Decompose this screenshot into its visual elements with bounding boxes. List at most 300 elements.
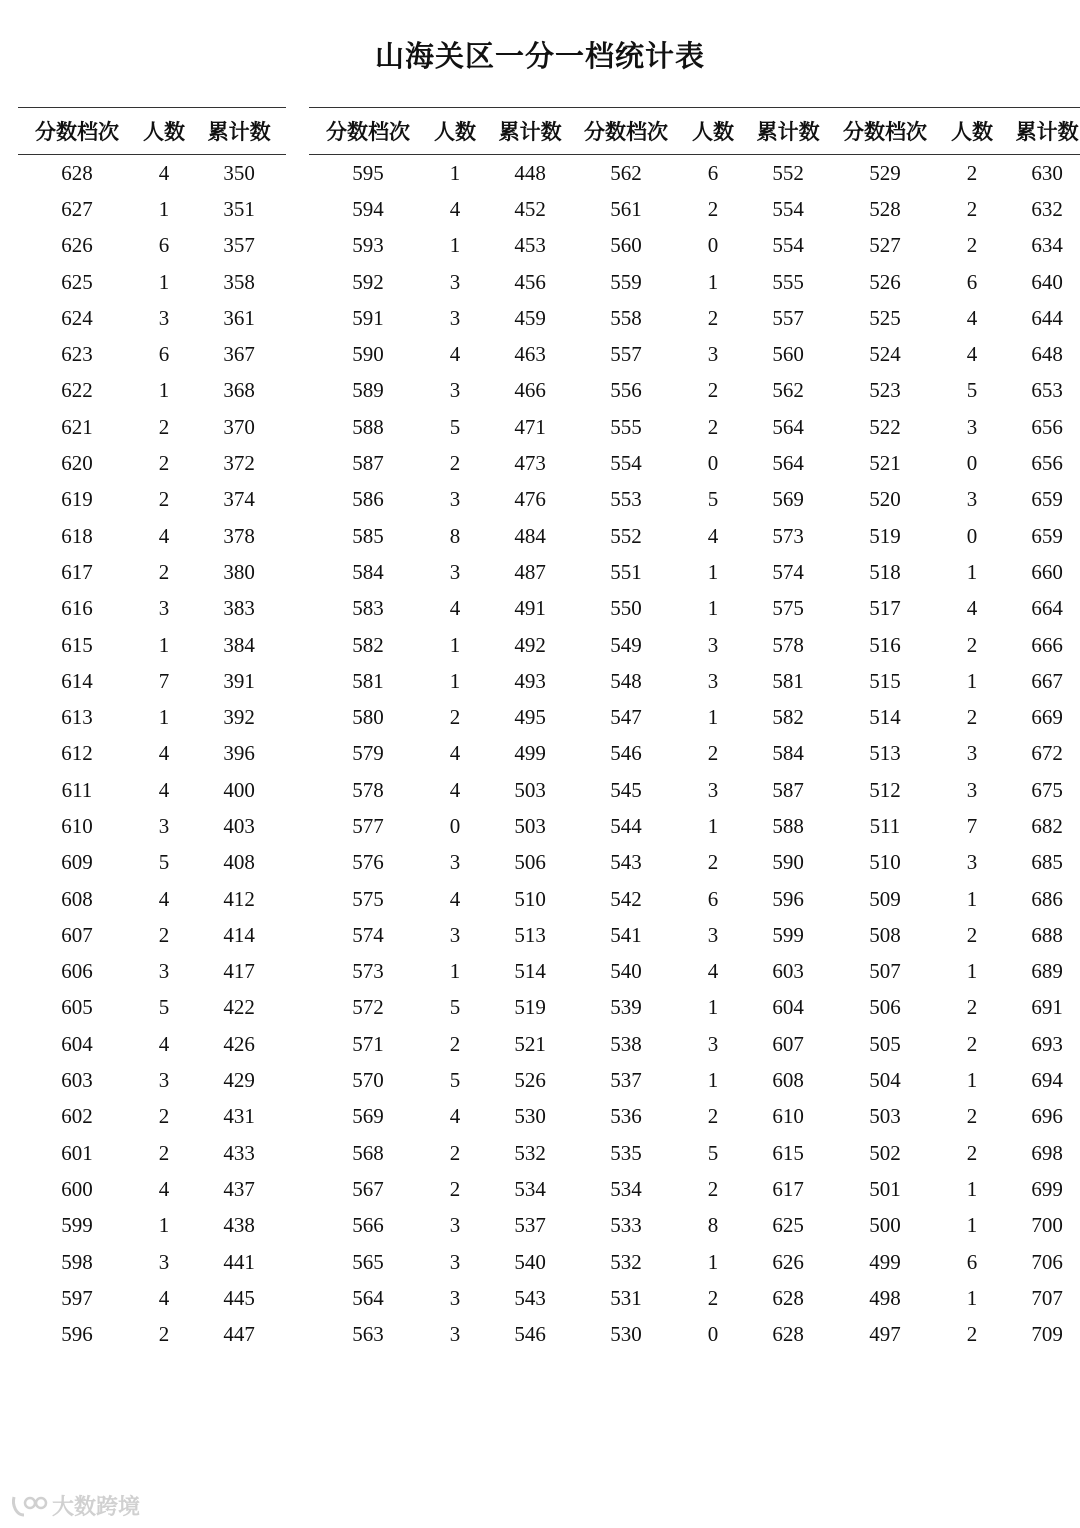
table-row [309, 1135, 577, 1171]
table-row [309, 518, 577, 554]
count-cell: 4 [449, 596, 461, 621]
cumulative-cell: 669 [1031, 705, 1063, 730]
header-row [309, 108, 577, 155]
cumulative-cell: 653 [1031, 378, 1063, 403]
score-cell: 597 [61, 1285, 93, 1310]
score-cell: 569 [352, 1104, 384, 1129]
cumulative-cell: 487 [514, 559, 546, 584]
table-row [18, 808, 286, 844]
cumulative-cell: 682 [1031, 813, 1063, 838]
score-cell: 534 [610, 1176, 642, 1201]
count-cell: 4 [707, 523, 719, 548]
count-cell: 2 [966, 1322, 978, 1347]
table-row [826, 228, 1080, 264]
table-row [18, 336, 286, 372]
count-cell: 3 [158, 1068, 170, 1093]
cumulative-cell: 392 [223, 705, 255, 730]
count-cell: 3 [966, 777, 978, 802]
cumulative-cell: 361 [223, 305, 255, 330]
count-cell: 2 [707, 196, 719, 221]
cumulative-cell: 664 [1031, 596, 1063, 621]
score-cell: 546 [610, 741, 642, 766]
score-cell: 610 [61, 813, 93, 838]
count-cell: 2 [158, 1104, 170, 1129]
table-row [18, 736, 286, 772]
score-table [309, 107, 577, 1353]
cumulative-cell: 582 [772, 705, 804, 730]
cumulative-cell: 632 [1031, 196, 1063, 221]
cumulative-cell: 456 [514, 269, 546, 294]
cumulative-cell: 588 [772, 813, 804, 838]
cumulative-cell: 503 [514, 777, 546, 802]
cumulative-cell: 666 [1031, 632, 1063, 657]
score-cell: 552 [610, 523, 642, 548]
count-cell: 6 [158, 233, 170, 258]
table-row [826, 772, 1080, 808]
count-cell: 3 [449, 1322, 461, 1347]
cumulative-cell: 540 [514, 1249, 546, 1274]
cumulative-cell: 514 [514, 959, 546, 984]
count-cell: 1 [707, 1068, 719, 1093]
score-cell: 613 [61, 705, 93, 730]
cumulative-cell: 640 [1031, 269, 1063, 294]
score-cell: 626 [61, 233, 93, 258]
table-row [826, 1208, 1080, 1244]
count-cell: 4 [158, 741, 170, 766]
score-cell: 583 [352, 596, 384, 621]
cumulative-cell: 607 [772, 1031, 804, 1056]
table-row [309, 1244, 577, 1280]
score-cell: 512 [869, 777, 901, 802]
cumulative-cell: 422 [223, 995, 255, 1020]
score-cell: 536 [610, 1104, 642, 1129]
table-row [309, 482, 577, 518]
table-row [309, 699, 577, 735]
score-cell: 585 [352, 523, 384, 548]
count-cell: 2 [158, 559, 170, 584]
score-cell: 503 [869, 1104, 901, 1129]
cumulative-cell: 492 [514, 632, 546, 657]
cumulative-cell: 368 [223, 378, 255, 403]
count-cell: 2 [966, 995, 978, 1020]
score-cell: 607 [61, 922, 93, 947]
table-row [309, 627, 577, 663]
score-cell: 601 [61, 1140, 93, 1165]
table-row [18, 228, 286, 264]
count-cell: 4 [158, 777, 170, 802]
score-cell: 501 [869, 1176, 901, 1201]
score-cell: 582 [352, 632, 384, 657]
table-row [567, 990, 835, 1026]
count-cell: 1 [158, 1213, 170, 1238]
count-cell: 0 [966, 523, 978, 548]
count-cell: 3 [707, 668, 719, 693]
score-cell: 543 [610, 850, 642, 875]
table-row [567, 627, 835, 663]
count-cell: 2 [707, 1104, 719, 1129]
score-cell: 541 [610, 922, 642, 947]
score-cell: 592 [352, 269, 384, 294]
table-row [18, 845, 286, 881]
cumulative-cell: 667 [1031, 668, 1063, 693]
count-cell: 2 [449, 1031, 461, 1056]
table-row [18, 300, 286, 336]
table-row [567, 373, 835, 409]
table-row [826, 1099, 1080, 1135]
count-cell: 5 [158, 850, 170, 875]
count-cell: 4 [158, 1285, 170, 1310]
cumulative-cell: 350 [223, 160, 255, 185]
cumulative-cell: 351 [223, 196, 255, 221]
table-row [567, 1099, 835, 1135]
cumulative-cell: 555 [772, 269, 804, 294]
cumulative-cell: 675 [1031, 777, 1063, 802]
table-row [18, 264, 286, 300]
count-cell: 6 [966, 269, 978, 294]
table-row [826, 1317, 1080, 1353]
cumulative-cell: 367 [223, 342, 255, 367]
table-row [567, 518, 835, 554]
table-row [567, 699, 835, 735]
score-cell: 600 [61, 1176, 93, 1201]
score-cell: 609 [61, 850, 93, 875]
table-row [826, 373, 1080, 409]
cumulative-cell: 581 [772, 668, 804, 693]
score-table [18, 107, 286, 1353]
count-cell: 4 [449, 886, 461, 911]
cumulative-cell: 417 [223, 959, 255, 984]
table-row [567, 155, 835, 192]
score-cell: 568 [352, 1140, 384, 1165]
cumulative-cell: 380 [223, 559, 255, 584]
count-cell: 4 [966, 596, 978, 621]
count-cell: 3 [449, 487, 461, 512]
count-cell: 1 [966, 1285, 978, 1310]
count-cell: 7 [158, 668, 170, 693]
score-cell: 561 [610, 196, 642, 221]
count-cell: 4 [449, 342, 461, 367]
count-cell: 2 [966, 160, 978, 185]
cumulative-cell: 628 [772, 1322, 804, 1347]
score-cell: 567 [352, 1176, 384, 1201]
cumulative-cell: 530 [514, 1104, 546, 1129]
score-table-1 [18, 107, 286, 1353]
cumulative-cell: 575 [772, 596, 804, 621]
cumulative-cell: 491 [514, 596, 546, 621]
count-cell: 2 [707, 1176, 719, 1201]
count-cell: 3 [449, 559, 461, 584]
count-cell: 2 [707, 850, 719, 875]
cumulative-cell: 495 [514, 705, 546, 730]
count-cell: 1 [966, 1176, 978, 1201]
table-row [567, 1171, 835, 1207]
score-cell: 623 [61, 342, 93, 367]
cumulative-cell: 543 [514, 1285, 546, 1310]
table-row [309, 808, 577, 844]
score-cell: 500 [869, 1213, 901, 1238]
score-cell: 615 [61, 632, 93, 657]
count-cell: 5 [707, 1140, 719, 1165]
table-row [826, 155, 1080, 192]
table-row [309, 990, 577, 1026]
score-table-3 [567, 107, 835, 1353]
header-count: 人数 [685, 108, 741, 155]
cumulative-cell: 370 [223, 414, 255, 439]
table-row [567, 845, 835, 881]
count-cell: 2 [158, 922, 170, 947]
count-cell: 2 [449, 451, 461, 476]
count-cell: 3 [966, 741, 978, 766]
count-cell: 4 [966, 305, 978, 330]
score-cell: 612 [61, 741, 93, 766]
cumulative-cell: 603 [772, 959, 804, 984]
count-cell: 2 [966, 705, 978, 730]
count-cell: 4 [449, 777, 461, 802]
table-row [18, 1026, 286, 1062]
cumulative-cell: 431 [223, 1104, 255, 1129]
score-cell: 620 [61, 451, 93, 476]
score-cell: 621 [61, 414, 93, 439]
score-cell: 596 [61, 1322, 93, 1347]
score-table-2 [309, 107, 577, 1353]
score-cell: 578 [352, 777, 384, 802]
score-cell: 505 [869, 1031, 901, 1056]
count-cell: 3 [707, 632, 719, 657]
cumulative-cell: 437 [223, 1176, 255, 1201]
cumulative-cell: 384 [223, 632, 255, 657]
table-row [826, 808, 1080, 844]
count-cell: 1 [966, 559, 978, 584]
table-row [826, 336, 1080, 372]
count-cell: 1 [707, 559, 719, 584]
score-cell: 498 [869, 1285, 901, 1310]
table-row [567, 1244, 835, 1280]
score-cell: 571 [352, 1031, 384, 1056]
table-row [826, 1280, 1080, 1316]
score-cell: 526 [869, 269, 901, 294]
count-cell: 3 [966, 414, 978, 439]
cumulative-cell: 412 [223, 886, 255, 911]
score-cell: 550 [610, 596, 642, 621]
cumulative-cell: 696 [1031, 1104, 1063, 1129]
count-cell: 2 [449, 705, 461, 730]
score-cell: 514 [869, 705, 901, 730]
table-row [309, 554, 577, 590]
score-cell: 560 [610, 233, 642, 258]
cumulative-cell: 493 [514, 668, 546, 693]
table-row [826, 736, 1080, 772]
table-row [826, 518, 1080, 554]
score-cell: 606 [61, 959, 93, 984]
table-row [309, 191, 577, 227]
score-cell: 549 [610, 632, 642, 657]
table-row [826, 409, 1080, 445]
table-row [567, 736, 835, 772]
cumulative-cell: 686 [1031, 886, 1063, 911]
cumulative-cell: 644 [1031, 305, 1063, 330]
count-cell: 1 [966, 668, 978, 693]
score-table [826, 107, 1080, 1353]
count-cell: 3 [158, 1249, 170, 1274]
score-cell: 547 [610, 705, 642, 730]
score-cell: 540 [610, 959, 642, 984]
cumulative-cell: 700 [1031, 1213, 1063, 1238]
score-cell: 544 [610, 813, 642, 838]
score-cell: 531 [610, 1285, 642, 1310]
table-row [18, 627, 286, 663]
table-row [826, 954, 1080, 990]
cumulative-cell: 694 [1031, 1068, 1063, 1093]
table-row [567, 591, 835, 627]
count-cell: 2 [449, 1140, 461, 1165]
score-cell: 587 [352, 451, 384, 476]
cumulative-cell: 685 [1031, 850, 1063, 875]
score-cell: 614 [61, 668, 93, 693]
score-cell: 530 [610, 1322, 642, 1347]
table-row [567, 228, 835, 264]
score-cell: 580 [352, 705, 384, 730]
score-cell: 545 [610, 777, 642, 802]
cumulative-cell: 691 [1031, 995, 1063, 1020]
score-cell: 628 [61, 160, 93, 185]
count-cell: 5 [966, 378, 978, 403]
table-row [18, 990, 286, 1026]
count-cell: 4 [158, 1176, 170, 1201]
table-row [567, 1135, 835, 1171]
score-cell: 539 [610, 995, 642, 1020]
table-row [826, 554, 1080, 590]
table-row [567, 409, 835, 445]
score-cell: 499 [869, 1249, 901, 1274]
table-row [309, 663, 577, 699]
cumulative-cell: 396 [223, 741, 255, 766]
table-row [567, 482, 835, 518]
cumulative-cell: 506 [514, 850, 546, 875]
count-cell: 3 [966, 487, 978, 512]
cumulative-cell: 526 [514, 1068, 546, 1093]
count-cell: 4 [449, 1104, 461, 1129]
count-cell: 2 [158, 414, 170, 439]
table-row [309, 336, 577, 372]
cumulative-cell: 659 [1031, 487, 1063, 512]
score-cell: 599 [61, 1213, 93, 1238]
cumulative-cell: 648 [1031, 342, 1063, 367]
score-table [567, 107, 835, 1353]
cumulative-cell: 656 [1031, 414, 1063, 439]
score-cell: 594 [352, 196, 384, 221]
cumulative-cell: 521 [514, 1031, 546, 1056]
count-cell: 3 [707, 1031, 719, 1056]
score-cell: 532 [610, 1249, 642, 1274]
table-row [18, 663, 286, 699]
table-row [18, 518, 286, 554]
score-cell: 524 [869, 342, 901, 367]
count-cell: 5 [449, 995, 461, 1020]
score-cell: 515 [869, 668, 901, 693]
score-cell: 563 [352, 1322, 384, 1347]
cumulative-cell: 510 [514, 886, 546, 911]
count-cell: 6 [707, 160, 719, 185]
cumulative-cell: 447 [223, 1322, 255, 1347]
count-cell: 3 [449, 1285, 461, 1310]
table-row [567, 772, 835, 808]
header-row [567, 108, 835, 155]
table-row [826, 1135, 1080, 1171]
count-cell: 1 [966, 959, 978, 984]
table-row [18, 1244, 286, 1280]
count-cell: 2 [449, 1176, 461, 1201]
table-row [826, 627, 1080, 663]
table-row [826, 445, 1080, 481]
cumulative-cell: 438 [223, 1213, 255, 1238]
count-cell: 0 [449, 813, 461, 838]
cumulative-cell: 560 [772, 342, 804, 367]
table-row [18, 554, 286, 590]
cumulative-cell: 414 [223, 922, 255, 947]
cumulative-cell: 630 [1031, 160, 1063, 185]
table-row [567, 336, 835, 372]
table-row [309, 155, 577, 192]
count-cell: 2 [707, 414, 719, 439]
count-cell: 1 [966, 1068, 978, 1093]
count-cell: 8 [449, 523, 461, 548]
count-cell: 1 [449, 668, 461, 693]
count-cell: 1 [966, 886, 978, 911]
cumulative-cell: 688 [1031, 922, 1063, 947]
count-cell: 3 [449, 305, 461, 330]
score-cell: 506 [869, 995, 901, 1020]
table-row [826, 663, 1080, 699]
count-cell: 2 [158, 487, 170, 512]
score-cell: 553 [610, 487, 642, 512]
table-row [309, 409, 577, 445]
score-cell: 618 [61, 523, 93, 548]
score-cell: 538 [610, 1031, 642, 1056]
score-cell: 611 [61, 777, 93, 802]
count-cell: 5 [449, 1068, 461, 1093]
score-cell: 517 [869, 596, 901, 621]
score-cell: 548 [610, 668, 642, 693]
table-row [18, 881, 286, 917]
cumulative-cell: 499 [514, 741, 546, 766]
count-cell: 2 [707, 378, 719, 403]
score-cell: 527 [869, 233, 901, 258]
table-row [18, 482, 286, 518]
table-row [18, 155, 286, 192]
score-cell: 602 [61, 1104, 93, 1129]
table-row [309, 772, 577, 808]
count-cell: 2 [966, 233, 978, 258]
count-cell: 7 [966, 813, 978, 838]
cumulative-cell: 587 [772, 777, 804, 802]
score-cell: 551 [610, 559, 642, 584]
score-cell: 566 [352, 1213, 384, 1238]
table-row [826, 482, 1080, 518]
cumulative-cell: 574 [772, 559, 804, 584]
cumulative-cell: 448 [514, 160, 546, 185]
cumulative-cell: 441 [223, 1249, 255, 1274]
header-row [18, 108, 286, 155]
score-cell: 572 [352, 995, 384, 1020]
count-cell: 1 [707, 596, 719, 621]
table-row [826, 1062, 1080, 1098]
table-row [18, 445, 286, 481]
score-cell: 542 [610, 886, 642, 911]
count-cell: 4 [449, 196, 461, 221]
cumulative-cell: 709 [1031, 1322, 1063, 1347]
header-count: 人数 [136, 108, 192, 155]
table-row [567, 1317, 835, 1353]
